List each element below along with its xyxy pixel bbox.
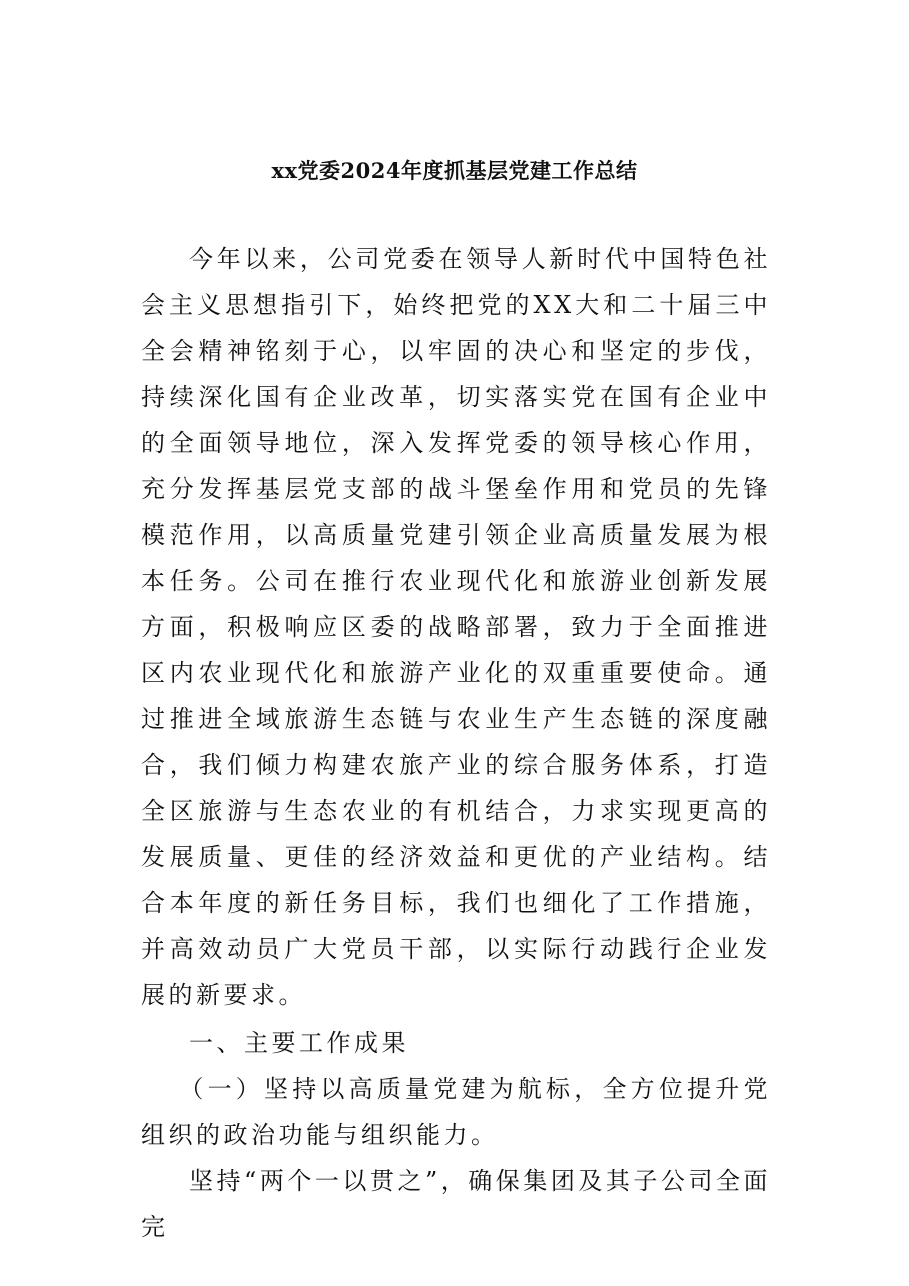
document-title: xx党委2024年度抓基层党建工作总结 (271, 158, 638, 183)
section-heading-main-achievements: 一、主要工作成果 (189, 1029, 409, 1057)
subsection-heading-1: （一）坚持以高质量党建为航标，全方位提升党组织的政治功能与组织能力。 (141, 1075, 771, 1149)
document-body (141, 236, 771, 1250)
body-paragraph: 坚持“两个一以贯之”，确保集团及其子公司全面完 (141, 1167, 771, 1241)
intro-paragraph: 今年以来，公司党委在领导人新时代中国特色社会主义思想指引下，始终把党的XX大和二十届三中全会精神铭刻于心，以牢固的决心和坚定的步伐，持续深化国有企业改革，切实落实党在国有企业中的全面领导地位，深入发挥党委的领导核心作用，充分发挥基层党支部的战斗堡垒作用和党员的先锋模范作用，以高质量党建引领企业高质量发展为根本任务。公司在推行农业现代化和旅游业创新发展方面，积极响应区委的战略部署，致力于全面推进区内农业现代化和旅游产业化的双重重要使命。通过推进全域旅游生态链与农业生产生态链的深度融合，我们倾力构建农旅产业的综合服务体系，打造全区旅游与生态农业的有机结合，力求实现更高的发展质量、更佳的经济效益和更优的产业结构。结合本年度的新任务目标，我们也细化了工作措施，并高效动员广大党员干部，以实际行动践行企业发展的新要求。 (141, 245, 771, 1009)
